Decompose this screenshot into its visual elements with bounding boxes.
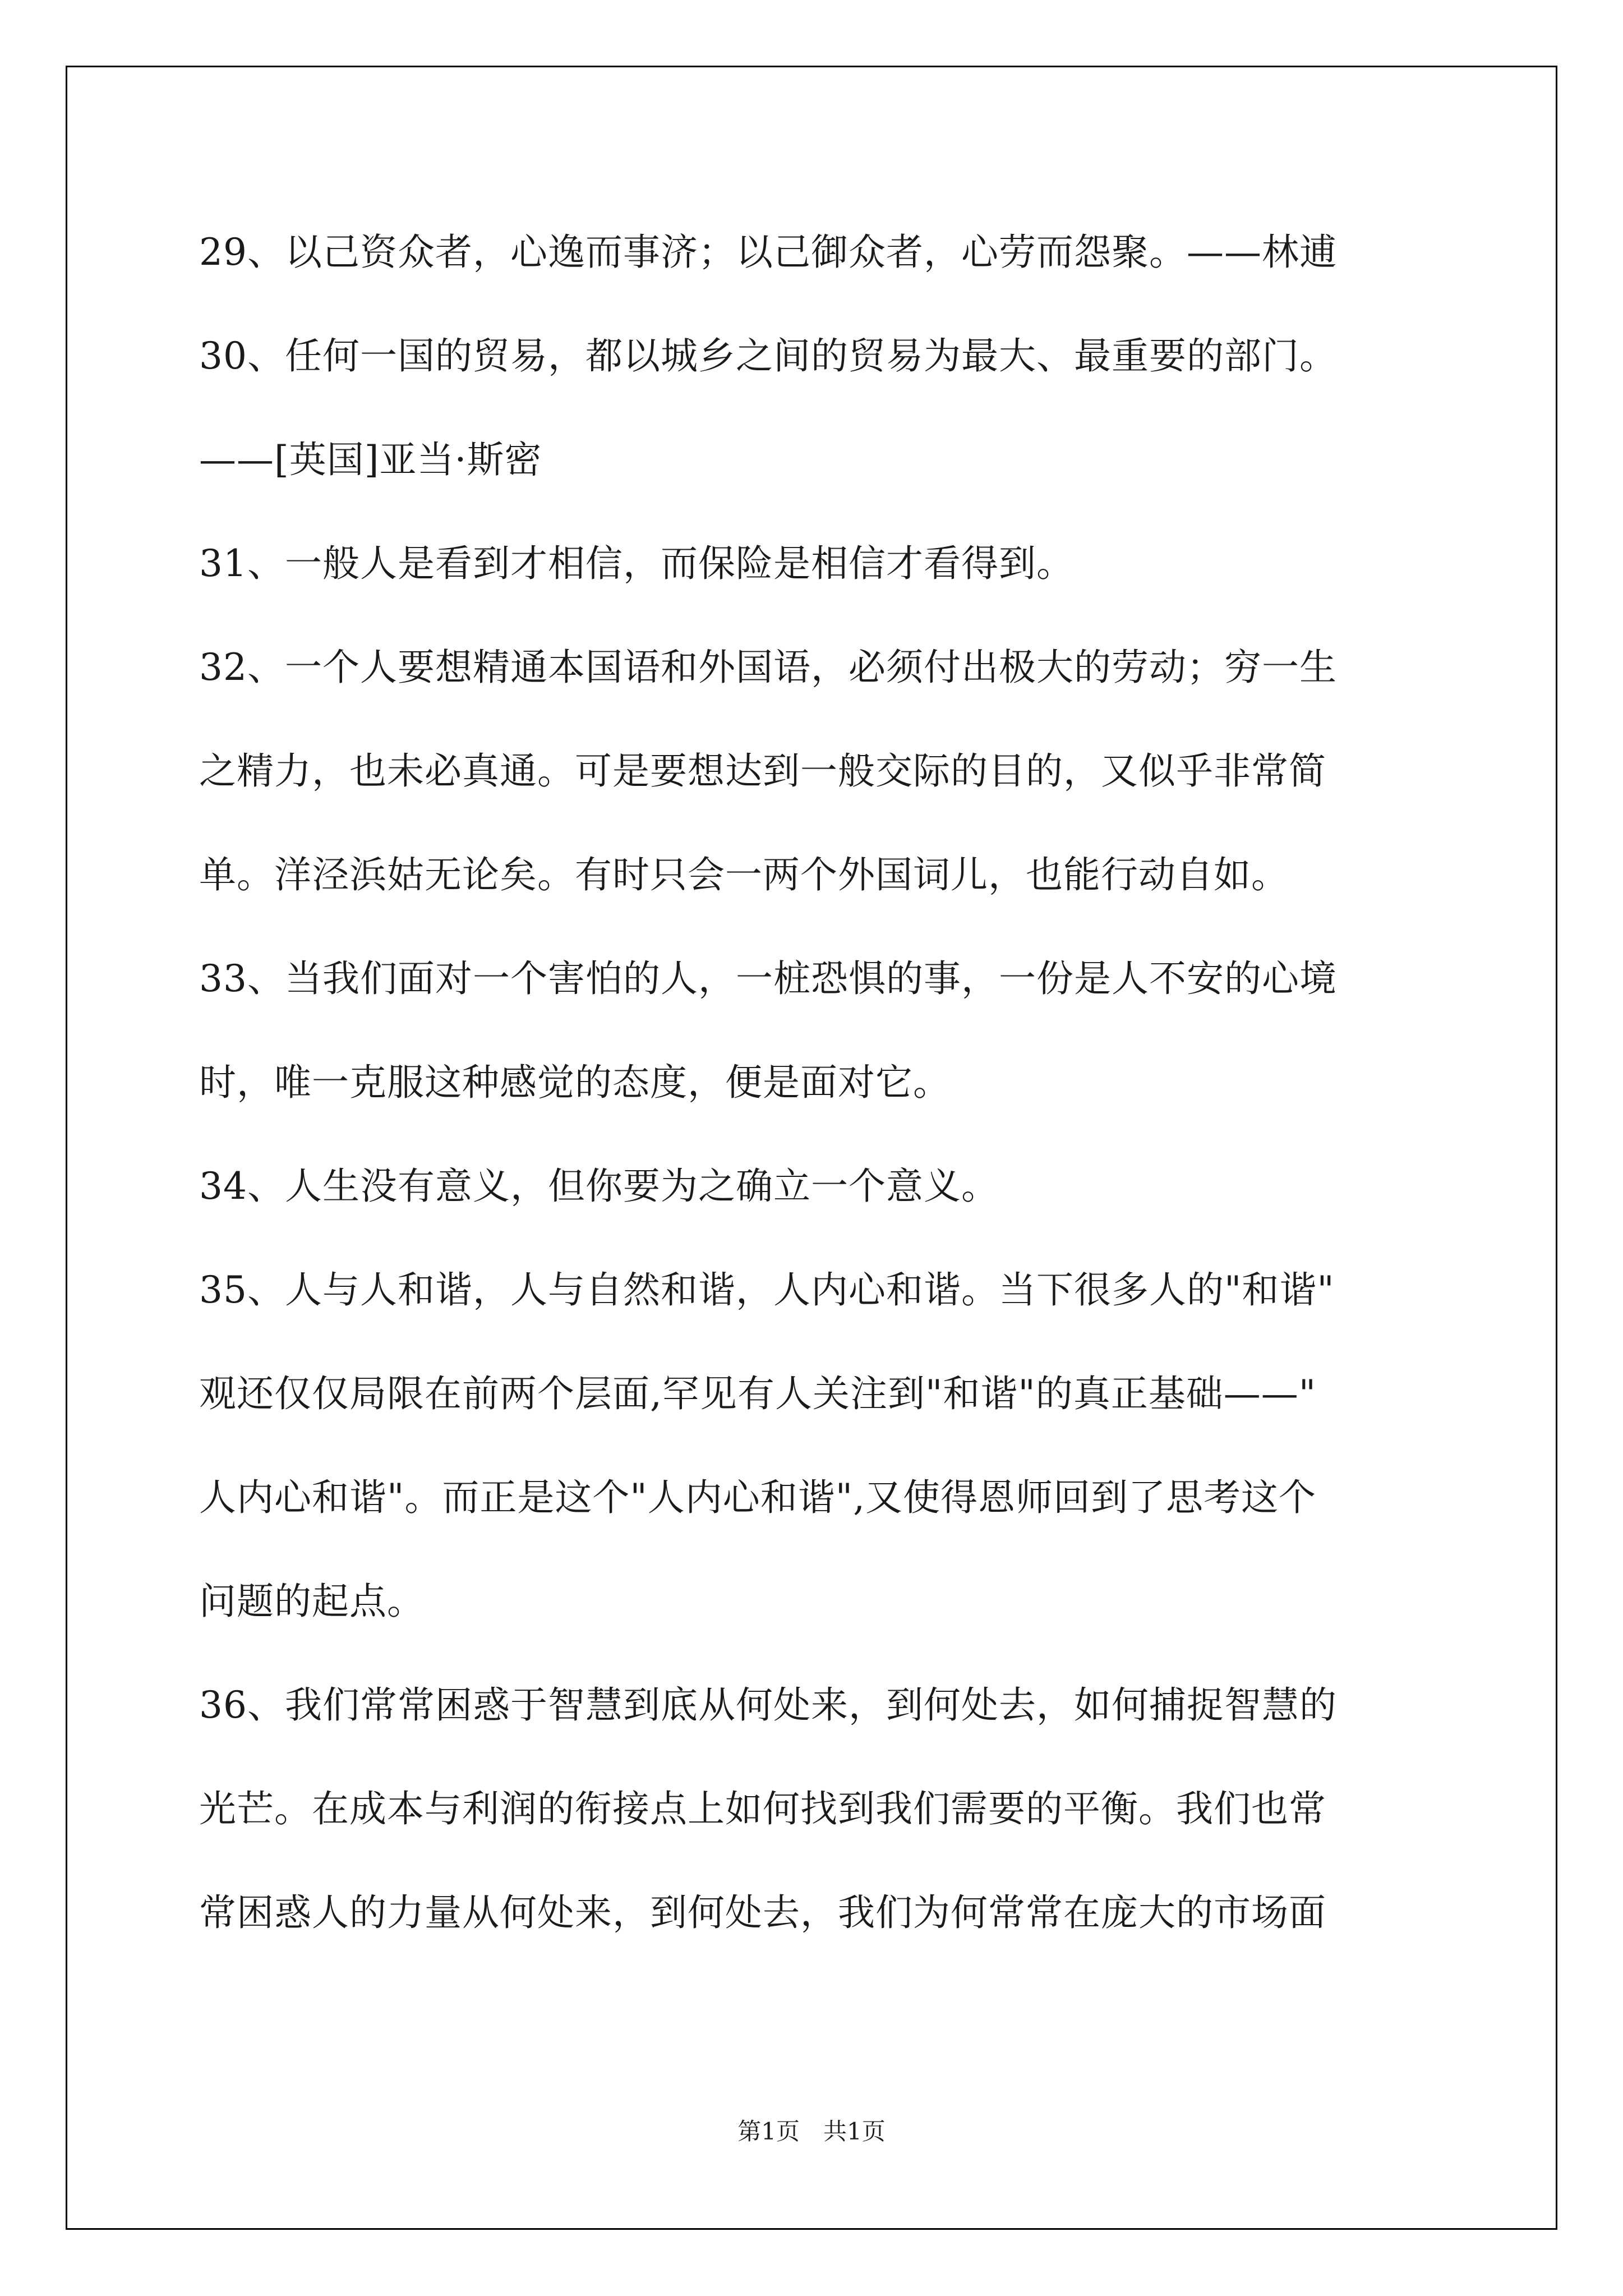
text-line: ——[英国]亚当·斯密 (199, 438, 542, 481)
text-line: 36、我们常常困惑于智慧到底从何处来，到何处去，如何捕捉智慧的 (199, 1683, 1337, 1727)
text-line: 时，唯一克服这种感觉的态度，便是面对它。 (199, 1061, 951, 1104)
text-line: 之精力，也未必真通。可是要想达到一般交际的目的，又似乎非常简 (199, 749, 1326, 793)
text-line: 常困惑人的力量从何处来，到何处去，我们为何常常在庞大的市场面 (199, 1891, 1326, 1934)
text-line: 29、以己资众者，心逸而事济；以己御众者，心劳而怨聚。——林逋 (199, 231, 1337, 274)
text-line: 人内心和谐"。而正是这个"人内心和谐",又使得恩师回到了思考这个 (199, 1476, 1317, 1519)
page-footer: 第1页 共1页 (737, 2118, 886, 2145)
text-line: 问题的起点。 (199, 1580, 425, 1623)
text-line: 34、人生没有意义，但你要为之确立一个意义。 (199, 1165, 999, 1208)
text-line: 32、一个人要想精通本国语和外国语，必须付出极大的劳动；穷一生 (199, 646, 1337, 689)
text-line: 30、任何一国的贸易，都以城乡之间的贸易为最大、最重要的部门。 (199, 334, 1337, 378)
document-body (199, 219, 1433, 1983)
text-line: 35、人与人和谐，人与自然和谐，人内心和谐。当下很多人的"和谐" (199, 1268, 1335, 1312)
text-line: 33、当我们面对一个害怕的人，一桩恐惧的事，一份是人不安的心境 (199, 957, 1337, 1000)
text-line: 单。洋泾浜姑无论矣。有时只会一两个外国词儿，也能行动自如。 (199, 853, 1289, 896)
text-line: 31、一般人是看到才相信，而保险是相信才看得到。 (199, 542, 1074, 585)
text-line: 光芒。在成本与利润的衔接点上如何找到我们需要的平衡。我们也常 (199, 1787, 1326, 1830)
text-line: 观还仅仅局限在前两个层面,罕见有人关注到"和谐"的真正基础——" (199, 1372, 1317, 1415)
